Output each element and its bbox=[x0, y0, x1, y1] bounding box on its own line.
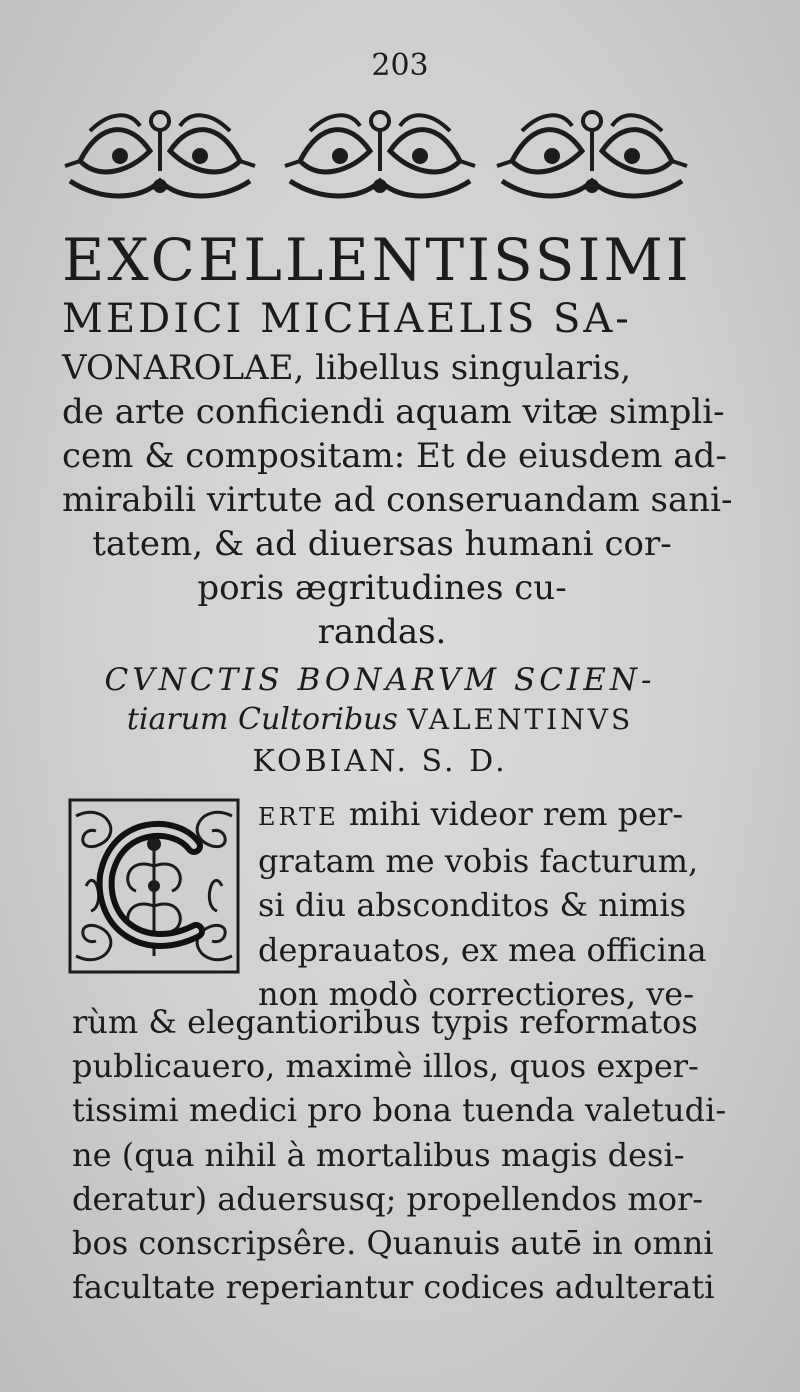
title-line: EXCELLENTISSIMI bbox=[62, 226, 692, 294]
dedication-italic: tiarum Cultoribus bbox=[126, 702, 398, 737]
dedication-line bbox=[60, 700, 700, 740]
body-line: ERTE mihi videor rem per- bbox=[258, 795, 684, 833]
fleuron-ornament-icon bbox=[497, 112, 687, 196]
body-line: tissimi medici pro bona tuenda valetudi- bbox=[72, 1091, 727, 1130]
dedication-line: KOBIAN. S. D. bbox=[252, 744, 508, 779]
dedication bbox=[60, 660, 700, 784]
title-line: VONAROLAE, libellus singularis, bbox=[62, 348, 632, 388]
body-line: deprauatos, ex mea officina bbox=[258, 930, 707, 969]
title-line: randas. bbox=[317, 612, 447, 652]
title-line: mirabili virtute ad conseruandam sani- bbox=[62, 480, 733, 520]
body-line: publicauero, maximè illos, quos exper- bbox=[72, 1047, 699, 1086]
body-line: bos conscripsêre. Quanuis autē in omni bbox=[72, 1224, 714, 1263]
title-line: cem & compositam: Et de eiusdem ad- bbox=[62, 436, 727, 476]
body-line: deratur) aduersusq; propellendos mor- bbox=[72, 1179, 704, 1218]
fleuron-ornament-icon bbox=[285, 112, 475, 196]
body-text-indented bbox=[258, 792, 708, 1016]
body-line: gratam me vobis facturum, bbox=[258, 842, 699, 881]
body-line: ne (qua nihil à mortalibus magis desi- bbox=[72, 1135, 685, 1174]
dedication-author: VALENTINVS bbox=[407, 703, 634, 736]
ornament-band bbox=[60, 96, 700, 206]
body-line: si diu absconditos & nimis bbox=[258, 886, 687, 925]
title-line: tatem, & ad diuersas humani cor- bbox=[92, 524, 672, 564]
page-number: 203 bbox=[371, 48, 429, 83]
title-line: de arte conficiendi aquam vitæ simpli- bbox=[62, 392, 725, 432]
body-line: rùm & elegantioribus typis reformatos bbox=[72, 1003, 698, 1041]
body-line: facultate reperiantur codices adulterati bbox=[72, 1268, 715, 1307]
decorated-initial-c-icon bbox=[66, 796, 242, 976]
title-block bbox=[62, 226, 733, 654]
fleuron-ornament-icon bbox=[65, 112, 255, 196]
body-line: non modò correctiores, ve- bbox=[258, 974, 695, 1013]
title-line: MEDICI MICHAELIS SA- bbox=[62, 296, 632, 342]
title-line: poris ægritudines cu- bbox=[197, 568, 567, 608]
initial-caps: ERTE bbox=[258, 803, 339, 831]
body-text-full bbox=[72, 1000, 727, 1309]
dedication-line: CVNCTIS BONARVM SCIEN- bbox=[104, 662, 656, 698]
